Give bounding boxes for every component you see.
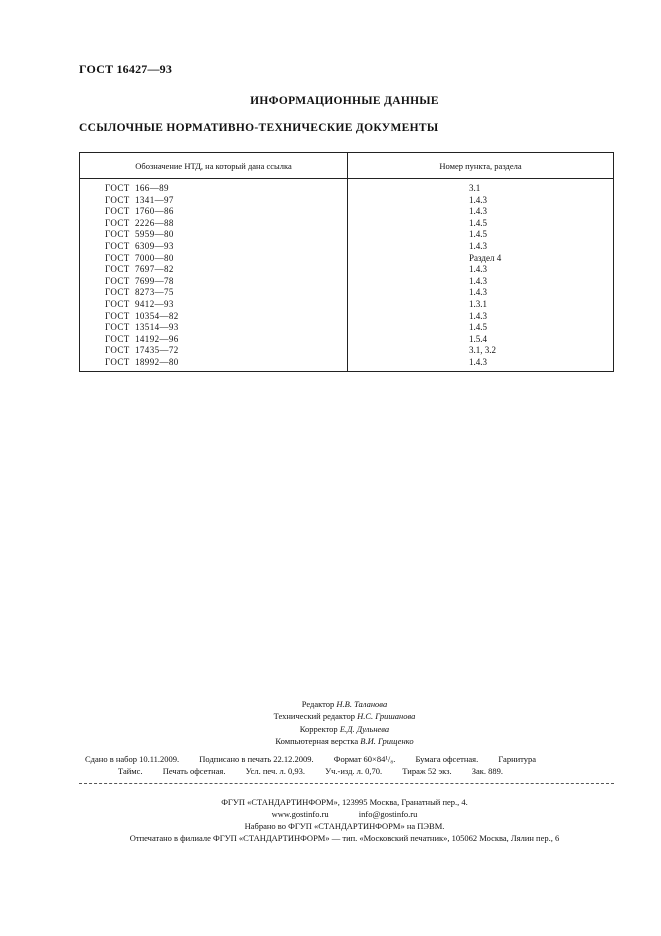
table-row [80, 253, 613, 265]
table-row [80, 334, 613, 346]
table-row [80, 206, 613, 218]
row-document: ГОСТ 1341—97 [105, 194, 174, 205]
row-item: 1.4.3 [469, 356, 487, 367]
table-row [80, 218, 613, 230]
table-row [80, 241, 613, 253]
row-document: ГОСТ 17435—72 [105, 345, 179, 356]
table-row [80, 264, 613, 276]
row-document: ГОСТ 7697—82 [105, 264, 174, 275]
row-document: ГОСТ 5959—80 [105, 229, 174, 240]
row-document: ГОСТ 8273—75 [105, 287, 174, 298]
section-title: ИНФОРМАЦИОННЫЕ ДАННЫЕ [250, 95, 439, 107]
table-row [80, 276, 613, 288]
credit-layout-name: В.И. Грищенко [360, 735, 414, 746]
publisher-printed: Отпечатано в филиале ФГУП «СТАНДАРТИНФОРМ» — тип. «Московский печатник», 105062 Москва, Лялин пер., 6 [129, 833, 560, 843]
row-item: 3.1 [469, 183, 481, 193]
row-document: ГОСТ 166—89 [105, 183, 169, 193]
row-document: ГОСТ 9412—93 [105, 298, 174, 309]
publisher-info [0, 796, 661, 844]
credit-tech-editor [28, 710, 661, 722]
table-body [80, 183, 613, 369]
separator-line [79, 783, 614, 784]
row-document: ГОСТ 14192—96 [105, 333, 179, 344]
row-item: 1.4.3 [469, 206, 487, 217]
print-info-line-2 [118, 766, 503, 776]
print-paper: Бумага офсетная. [415, 754, 479, 764]
publisher-email: info@gostinfo.ru [358, 809, 418, 819]
row-document: ГОСТ 18992—80 [105, 356, 179, 367]
credit-tech-editor-label: Технический редактор [273, 711, 355, 722]
row-item: 1.4.5 [469, 217, 487, 228]
print-method: Печать офсетная. [162, 766, 226, 776]
row-item: 1.4.3 [469, 275, 487, 286]
publisher-typeset: Набрано во ФГУП «СТАНДАРТИНФОРМ» на ПЭВМ. [244, 821, 445, 831]
column-header-document: Обозначение НТД, на который дана ссылка [135, 161, 292, 171]
row-item: 1.4.3 [469, 287, 487, 298]
publisher-address: ФГУП «СТАНДАРТИНФОРМ», 123995 Москва, Гранатный пер., 4. [221, 797, 468, 807]
doc-code: ГОСТ 16427—93 [79, 62, 173, 76]
row-item: Раздел 4 [469, 252, 502, 263]
print-submitted: Сдано в набор 10.11.2009. [85, 754, 180, 764]
row-item: 3.1, 3.2 [469, 345, 496, 356]
table-row [80, 287, 613, 299]
row-item: 1.3.1 [469, 298, 487, 309]
row-document: ГОСТ 7000—80 [105, 252, 174, 263]
row-document: ГОСТ 7699—78 [105, 275, 174, 286]
publisher-contacts [28, 808, 661, 820]
row-document: ГОСТ 6309—93 [105, 240, 174, 251]
table-header-divider [80, 178, 613, 179]
column-header-item: Номер пункта, раздела [439, 161, 522, 171]
table-row [80, 345, 613, 357]
credit-corrector-name: Е.Д. Дульнева [339, 723, 390, 734]
table-row [80, 299, 613, 311]
print-info-line-1 [85, 754, 536, 764]
credit-tech-editor-name: Н.С. Гришанова [357, 711, 416, 722]
print-signed: Подписано в печать 22.12.2009. [199, 754, 314, 764]
credit-editor-label: Редактор [301, 699, 335, 709]
row-item: 1.5.4 [469, 333, 487, 344]
print-format: Формат 60×84¹/₈. [333, 754, 396, 764]
table-row [80, 229, 613, 241]
table-row [80, 195, 613, 207]
credit-layout-label: Компьютерная верстка [275, 735, 359, 746]
row-document: ГОСТ 10354—82 [105, 310, 179, 321]
print-typeface: Таймс. [118, 766, 143, 776]
row-item: 1.4.5 [469, 322, 487, 333]
credit-corrector [28, 723, 661, 735]
row-document: ГОСТ 13514—93 [105, 322, 179, 333]
print-run: Тираж 52 экз. [402, 766, 452, 776]
table-row [80, 183, 613, 195]
references-table [79, 152, 614, 372]
print-order: Зак. 889. [471, 766, 504, 776]
row-item: 1.4.3 [469, 194, 487, 205]
print-typeface-label: Гарнитура [498, 754, 537, 764]
row-document: ГОСТ 2226—88 [105, 217, 174, 228]
table-row [80, 311, 613, 323]
table-row [80, 357, 613, 369]
row-item: 1.4.3 [469, 264, 487, 275]
credits [0, 698, 661, 747]
row-item: 1.4.5 [469, 229, 487, 240]
row-item: 1.4.3 [469, 240, 487, 251]
credit-layout [28, 735, 661, 747]
row-item: 1.4.3 [469, 310, 487, 321]
print-pub-sheets: Уч.-изд. л. 0,70. [325, 766, 383, 776]
publisher-website: www.gostinfo.ru [271, 809, 329, 819]
row-document: ГОСТ 1760—86 [105, 206, 174, 217]
credit-editor-name: Н.В. Таланова [336, 699, 388, 709]
print-sheets: Усл. печ. л. 0,93. [245, 766, 305, 776]
section-subtitle: ССЫЛОЧНЫЕ НОРМАТИВНО-ТЕХНИЧЕСКИЕ ДОКУМЕНТЫ [79, 122, 439, 134]
credit-corrector-label: Корректор [299, 723, 338, 734]
credit-editor [28, 698, 661, 710]
table-row [80, 322, 613, 334]
